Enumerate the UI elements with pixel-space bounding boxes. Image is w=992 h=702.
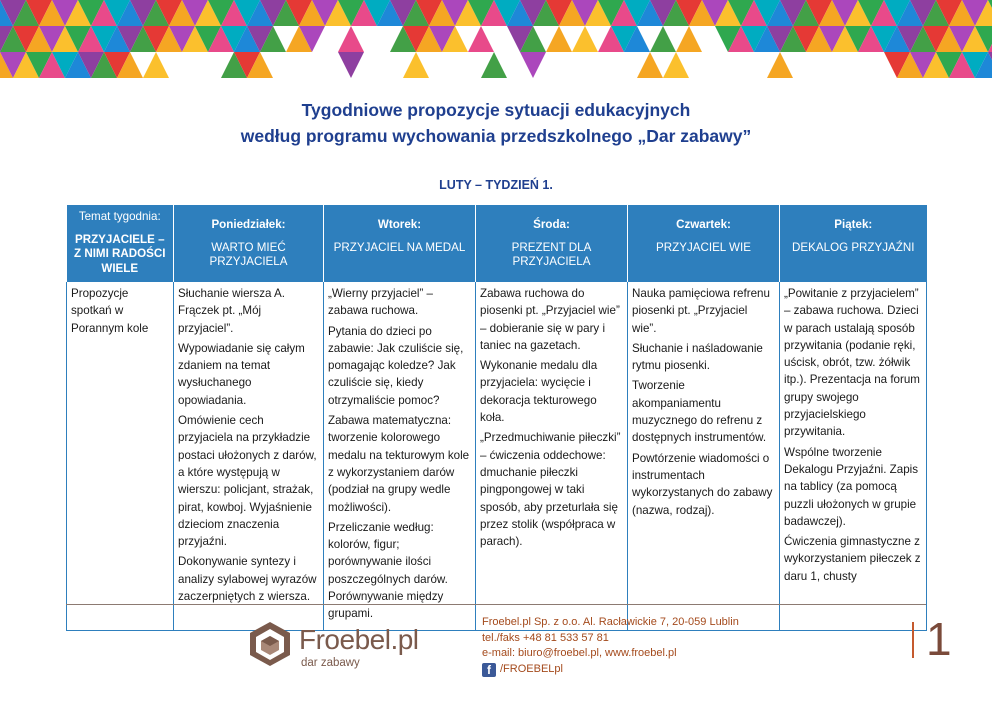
- banner-triangle: [572, 26, 598, 52]
- day-header-thursday: [628, 205, 780, 282]
- week-heading: LUTY – TYDZIEŃ 1.: [439, 178, 553, 192]
- day-subtitle: PRZYJACIEL WIE: [656, 240, 751, 254]
- banner-triangle: [663, 52, 689, 78]
- banner-triangle: [767, 52, 793, 78]
- paragraph: „Przedmuchiwanie piłeczki” – ćwiczenia oddechowe: dmuchanie piłeczki pingpongowej w taki sposób, aby przeturlała się przez stolik (współpraca w parach).: [480, 431, 621, 549]
- paragraph: Omówienie cech przyjaciela na przykładzie postaci ułożonych z darów, a które występują w wierszu: policjant, strażak, pirat, kowboj. Wyjaśnienie dzieciom znaczenia przyjaźni.: [178, 414, 317, 549]
- paragraph: Dokonywanie syntezy i analizy sylabowej wyrazów zaczerpniętych z wiersza.: [178, 555, 317, 604]
- facebook-row[interactable]: [482, 662, 739, 678]
- day-subtitle: PREZENT DLA PRZYJACIELA: [511, 240, 592, 268]
- day-header-monday: [174, 205, 324, 282]
- logo-tagline: dar zabawy: [301, 657, 360, 669]
- day-header-friday: [780, 205, 927, 282]
- topic-cell: Propozycje spotkań w Porannym kole: [67, 282, 174, 630]
- phone-text: tel./faks +48 81 533 57 81: [482, 631, 609, 644]
- friday-cell: [780, 282, 927, 630]
- day-subtitle: WARTO MIEĆ PRZYJACIELA: [209, 240, 288, 268]
- title-line-1: Tygodniowe propozycje sytuacji edukacyjnych: [301, 100, 691, 120]
- thursday-cell: [628, 282, 780, 630]
- page-number-divider: [912, 622, 914, 658]
- title-line-2: według programu wychowania przedszkolnego „Dar zabawy”: [240, 126, 752, 146]
- banner-triangle: [676, 26, 702, 52]
- paragraph: Słuchanie i naśladowanie rytmu piosenki.: [632, 341, 763, 373]
- day-header-tuesday: [324, 205, 476, 282]
- page-number: 1: [926, 613, 952, 665]
- day-name: Wtorek:: [377, 218, 422, 231]
- banner-triangle: [481, 52, 507, 78]
- facebook-icon: f: [482, 663, 496, 677]
- cube-logo-icon: [247, 620, 293, 668]
- paragraph: Tworzenie akompaniamentu muzycznego do refrenu z dostępnych instrumentów.: [632, 379, 767, 445]
- day-name: Czwartek:: [676, 218, 731, 231]
- monday-cell: [174, 282, 324, 630]
- paragraph: Wspólne tworzenie Dekalogu Przyjaźni. Zapis na tablicy (za pomocą puzzli ułożonych w grupie badawczej).: [784, 445, 919, 528]
- day-name: Poniedziałek:: [211, 218, 286, 231]
- paragraph: Słuchanie wiersza A. Frączek pt. „Mój przyjaciel”.: [178, 287, 285, 335]
- day-subtitle: DEKALOG PRZYJAŹNI: [792, 240, 915, 254]
- topic-value: PRZYJACIELE – Z NIMI RADOŚCI WIELE: [74, 232, 166, 275]
- banner-triangle: [338, 52, 364, 78]
- paragraph: Nauka pamięciowa refrenu piosenki pt. „Przyjaciel wie”.: [632, 287, 770, 335]
- banner-triangle: [338, 26, 364, 52]
- paragraph: Powtórzenie wiadomości o instrumentach wykorzystanych do zabawy (nazwa, rodzaj).: [632, 451, 773, 517]
- paragraph: Ćwiczenia gimnastyczne z wykorzystaniem piłeczek z daru 1, chusty: [784, 535, 921, 583]
- wednesday-cell: [476, 282, 628, 630]
- paragraph: „Wierny przyjaciel” – zabawa ruchowa.: [328, 287, 434, 318]
- tuesday-cell: [324, 282, 476, 630]
- banner-triangle: [143, 52, 169, 78]
- paragraph: Zabawa matematyczna: tworzenie kolorowego medalu na tekturowym kole z wykorzystaniem darów (podział na grupy wedle możliwości).: [328, 414, 470, 514]
- day-header-wednesday: [476, 205, 628, 282]
- banner-triangle: [520, 52, 546, 78]
- weekly-plan-table: [66, 205, 927, 631]
- banner-triangle: [403, 52, 429, 78]
- table-row: [67, 282, 927, 630]
- table-header-row: [67, 205, 927, 282]
- email-text: e-mail: biuro@froebel.pl, www.froebel.pl: [482, 647, 677, 660]
- day-name: Środa:: [533, 218, 570, 231]
- page-title: [0, 97, 992, 149]
- banner-triangle: [468, 26, 494, 52]
- address-text: Froebel.pl Sp. z o.o. Al. Racławickie 7, 20-059 Lublin: [482, 616, 739, 628]
- day-name: Piątek:: [834, 218, 873, 231]
- paragraph: Zabawa ruchowa do piosenki pt. „Przyjaciel wie” – dobieranie się w pary i taniec na gazetach.: [480, 287, 620, 352]
- banner-triangle: [546, 26, 572, 52]
- paragraph: Pytania do dzieci po zabawie: Jak czuliście się, pomagając koledze? Jak czuliście się, kiedy otrzymaliście pomoc?: [328, 324, 464, 407]
- facebook-link[interactable]: /FROEBELpl: [500, 662, 563, 675]
- banner-triangle: [637, 52, 663, 78]
- decorative-triangle-banner: [0, 0, 992, 78]
- paragraph: Wypowiadanie się całym zdaniem na temat wysłuchanego opowiadania.: [178, 341, 305, 407]
- paragraph: „Powitanie z przyjacielem” – zabawa ruchowa. Dzieci w parach ustalają sposób przywitania (podanie ręki, uścisk, obrót, tzw. żółwik itp.). Prezentacja na forum grupy swojego przyjacielskiego przywitania.: [784, 287, 920, 439]
- logo-name: Froebel.pl: [299, 624, 419, 655]
- topic-header-cell: [67, 205, 174, 282]
- froebel-logo: [247, 620, 437, 670]
- day-subtitle: PRZYJACIEL NA MEDAL: [333, 240, 466, 254]
- footer-divider: [66, 604, 926, 605]
- paragraph: Przeliczanie według: kolorów, figur; porównywanie ilości poszczególnych darów. Porównywanie między grupami.: [328, 520, 448, 621]
- banner-triangle: [650, 26, 676, 52]
- paragraph: Wykonanie medalu dla przyjaciela: wycięcie i dekoracja tekturowego koła.: [480, 359, 598, 425]
- contact-info: [482, 615, 739, 677]
- triangle-pattern: [0, 0, 992, 78]
- topic-label: Temat tygodnia:: [78, 210, 161, 223]
